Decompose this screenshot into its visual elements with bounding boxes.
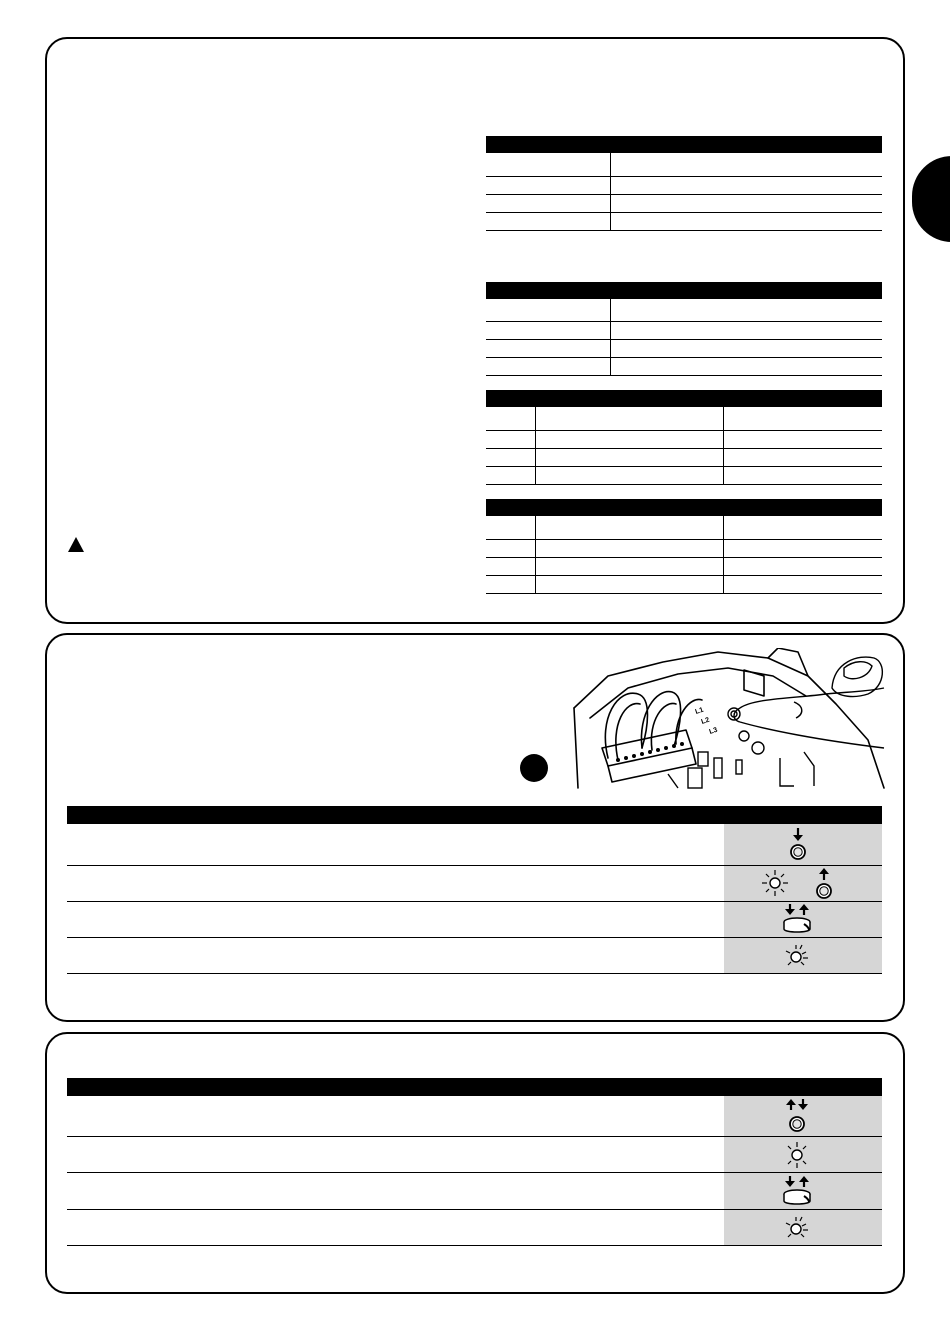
led-label-l1: L1: [694, 706, 705, 716]
table-column-divider: [723, 516, 724, 594]
procedure-table-2-header: [67, 1078, 882, 1096]
table-row-divider: [486, 212, 882, 213]
led-blink-icon: [782, 1213, 812, 1243]
table-row-divider: [67, 901, 882, 902]
table-row-divider: [486, 430, 882, 431]
table-row-divider: [486, 539, 882, 540]
led-label-l2: L2: [700, 716, 711, 726]
table-row-divider: [486, 176, 882, 177]
table-bottom-rule: [486, 484, 882, 485]
table-a-header: [486, 136, 882, 153]
table-row-divider: [486, 575, 882, 576]
table-row-divider: [486, 321, 882, 322]
section-tab-marker: [912, 156, 950, 242]
procedure-table-1-header: [67, 806, 882, 824]
table-row-divider: [486, 557, 882, 558]
table-bottom-rule: [67, 1245, 882, 1246]
table-row-divider: [67, 865, 882, 866]
remote-button-press-release-icon: [779, 902, 815, 936]
table-row-divider: [67, 1209, 882, 1210]
table-row-divider: [486, 194, 882, 195]
table-bottom-rule: [486, 593, 882, 594]
led-blink-icon: [782, 1140, 812, 1170]
led-blink-icon: [760, 868, 790, 898]
table-row-divider: [486, 339, 882, 340]
table-row-divider: [486, 357, 882, 358]
led-blink-icon: [782, 941, 812, 971]
table-row-divider: [67, 1136, 882, 1137]
table-bottom-rule: [486, 230, 882, 231]
press-button-icon: [783, 826, 813, 862]
table-row-divider: [67, 1172, 882, 1173]
panel-radio-info: [45, 37, 905, 624]
table-b-header: [486, 282, 882, 299]
press-release-button-icon: [780, 1097, 814, 1135]
led-label-l3: L3: [708, 726, 719, 736]
table-bottom-rule: [486, 375, 882, 376]
figure-marker-dot: [520, 754, 548, 782]
table-column-divider: [610, 153, 611, 231]
table-d-header: [486, 499, 882, 516]
table-column-divider: [610, 299, 611, 376]
table-bottom-rule: [67, 973, 882, 974]
control-board-illustration: [568, 648, 886, 790]
table-column-divider: [535, 516, 536, 594]
table-c-header: [486, 390, 882, 407]
table-row-divider: [67, 937, 882, 938]
warning-icon: [68, 537, 84, 552]
table-row-divider: [486, 466, 882, 467]
release-button-icon: [809, 866, 839, 900]
table-column-divider: [723, 407, 724, 485]
remote-button-press-release-icon: [779, 1174, 815, 1208]
table-column-divider: [535, 407, 536, 485]
table-row-divider: [486, 448, 882, 449]
